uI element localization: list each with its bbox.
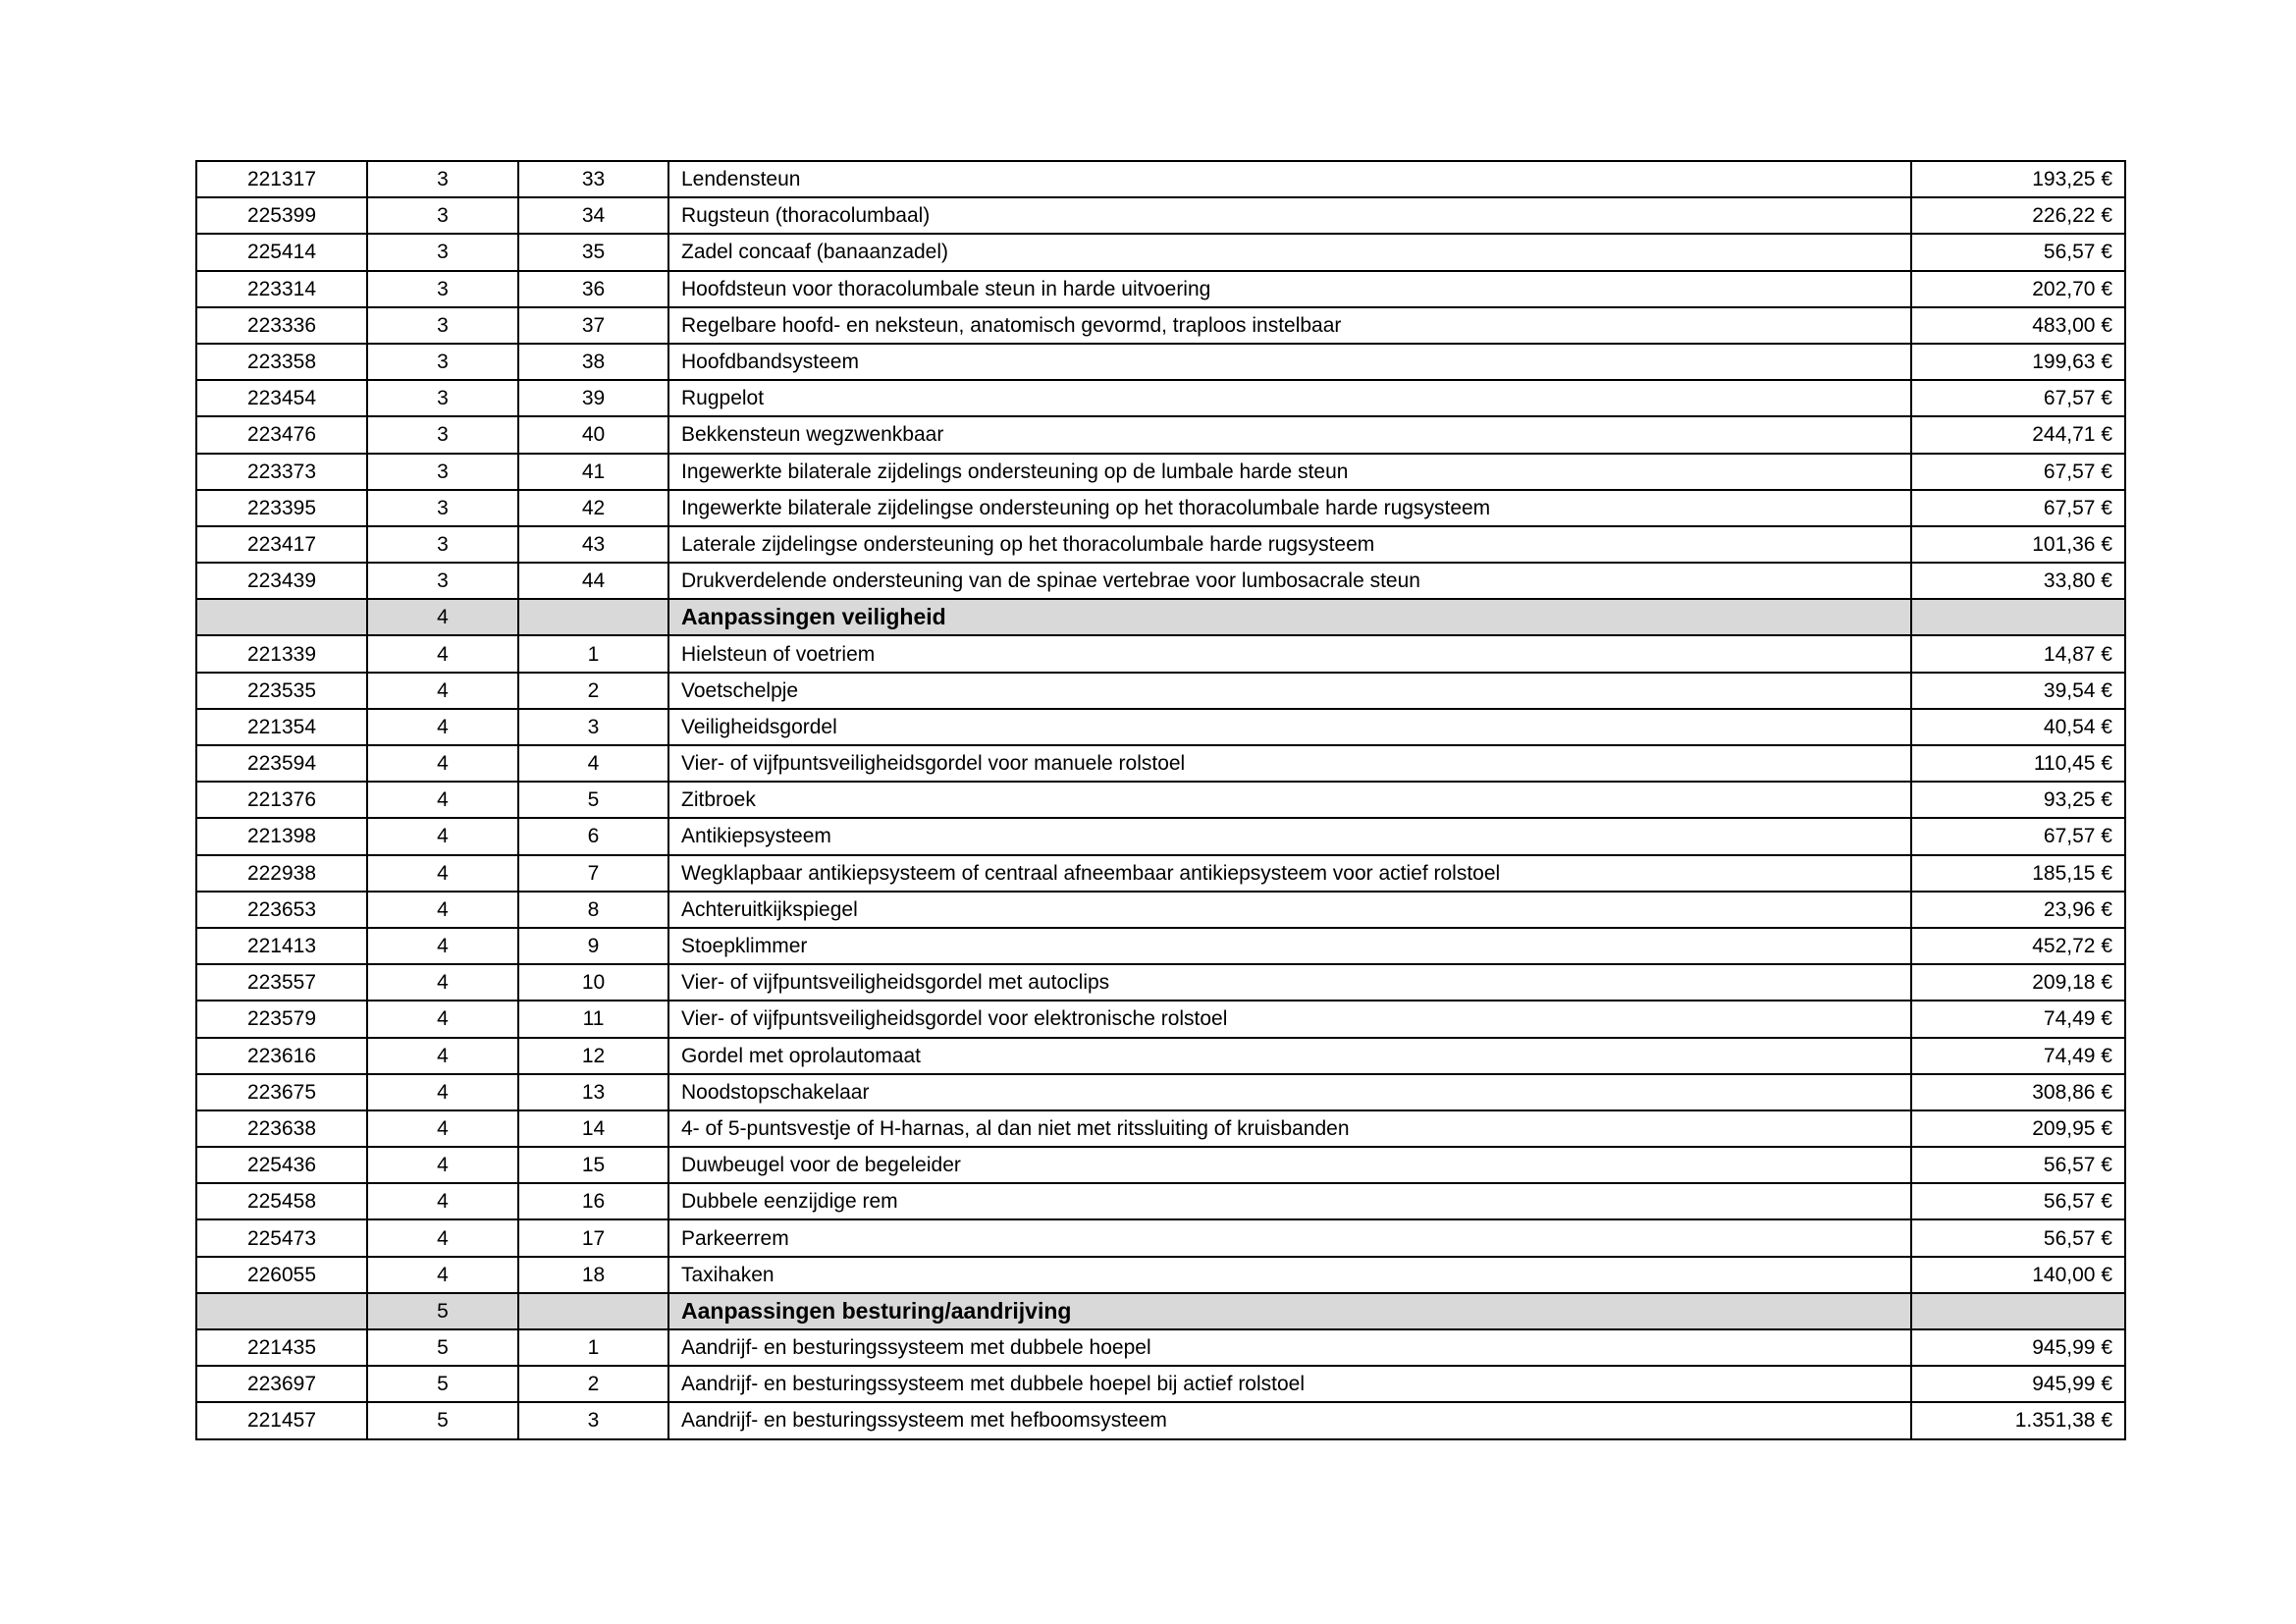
description-cell: Ingewerkte bilaterale zijdelings ondersteuning op de lumbale harde steun bbox=[668, 454, 1911, 490]
price-cell bbox=[1911, 599, 2125, 635]
price-cell: 945,99 € bbox=[1911, 1329, 2125, 1366]
nomenclature-code-cell: 221339 bbox=[196, 635, 367, 672]
item-number-cell: 13 bbox=[518, 1074, 668, 1110]
nomenclature-code-cell: 221376 bbox=[196, 782, 367, 818]
item-number-cell: 39 bbox=[518, 380, 668, 416]
description-cell: Bekkensteun wegzwenkbaar bbox=[668, 416, 1911, 453]
nomenclature-code-cell: 223675 bbox=[196, 1074, 367, 1110]
group-number-cell: 4 bbox=[367, 928, 518, 964]
table-row bbox=[196, 271, 2125, 307]
group-number-cell: 3 bbox=[367, 526, 518, 563]
nomenclature-code-cell bbox=[196, 599, 367, 635]
price-cell: 209,95 € bbox=[1911, 1110, 2125, 1147]
description-cell: Hielsteun of voetriem bbox=[668, 635, 1911, 672]
table-row bbox=[196, 635, 2125, 672]
group-number-cell: 3 bbox=[367, 271, 518, 307]
description-cell: Lendensteun bbox=[668, 161, 1911, 197]
nomenclature-code-cell: 223579 bbox=[196, 1001, 367, 1037]
table-row bbox=[196, 526, 2125, 563]
nomenclature-code-cell: 225414 bbox=[196, 234, 367, 270]
nomenclature-code-cell: 223454 bbox=[196, 380, 367, 416]
table-row bbox=[196, 1402, 2125, 1438]
description-cell: Laterale zijdelingse ondersteuning op het thoracolumbale harde rugsysteem bbox=[668, 526, 1911, 563]
table-row bbox=[196, 1183, 2125, 1219]
description-cell: Vier- of vijfpuntsveiligheidsgordel voor elektronische rolstoel bbox=[668, 1001, 1911, 1037]
description-cell: Vier- of vijfpuntsveiligheidsgordel voor manuele rolstoel bbox=[668, 745, 1911, 782]
table-row bbox=[196, 855, 2125, 892]
group-number-cell: 4 bbox=[367, 673, 518, 709]
item-number-cell: 40 bbox=[518, 416, 668, 453]
table-row bbox=[196, 1001, 2125, 1037]
table-row bbox=[196, 563, 2125, 599]
item-number-cell: 2 bbox=[518, 1366, 668, 1402]
item-number-cell: 34 bbox=[518, 197, 668, 234]
description-cell: Voetschelpje bbox=[668, 673, 1911, 709]
nomenclature-code-cell: 223616 bbox=[196, 1038, 367, 1074]
group-number-cell: 4 bbox=[367, 964, 518, 1001]
price-cell: 308,86 € bbox=[1911, 1074, 2125, 1110]
nomenclature-code-cell: 221354 bbox=[196, 709, 367, 745]
nomenclature-code-cell: 225436 bbox=[196, 1147, 367, 1183]
group-number-cell: 4 bbox=[367, 1183, 518, 1219]
description-cell: Achteruitkijkspiegel bbox=[668, 892, 1911, 928]
price-cell: 67,57 € bbox=[1911, 380, 2125, 416]
nomenclature-code-cell: 223336 bbox=[196, 307, 367, 344]
group-number-cell: 3 bbox=[367, 416, 518, 453]
item-number-cell: 36 bbox=[518, 271, 668, 307]
item-number-cell: 1 bbox=[518, 1329, 668, 1366]
description-cell: Aandrijf- en besturingssysteem met hefboomsysteem bbox=[668, 1402, 1911, 1438]
item-number-cell: 1 bbox=[518, 635, 668, 672]
price-cell: 56,57 € bbox=[1911, 234, 2125, 270]
nomenclature-code-cell bbox=[196, 1293, 367, 1329]
item-number-cell bbox=[518, 1293, 668, 1329]
nomenclature-code-cell: 225473 bbox=[196, 1219, 367, 1256]
item-number-cell: 14 bbox=[518, 1110, 668, 1147]
item-number-cell: 3 bbox=[518, 1402, 668, 1438]
price-cell: 483,00 € bbox=[1911, 307, 2125, 344]
section-title: Aanpassingen besturing/aandrijving bbox=[668, 1293, 1911, 1329]
group-number-cell: 3 bbox=[367, 490, 518, 526]
table-row bbox=[196, 1257, 2125, 1293]
description-cell: Taxihaken bbox=[668, 1257, 1911, 1293]
price-cell: 199,63 € bbox=[1911, 344, 2125, 380]
item-number-cell: 35 bbox=[518, 234, 668, 270]
description-cell: Noodstopschakelaar bbox=[668, 1074, 1911, 1110]
group-number-cell: 4 bbox=[367, 818, 518, 854]
table-row bbox=[196, 197, 2125, 234]
nomenclature-code-cell: 223557 bbox=[196, 964, 367, 1001]
nomenclature-code-cell: 223653 bbox=[196, 892, 367, 928]
item-number-cell bbox=[518, 599, 668, 635]
table-row bbox=[196, 1110, 2125, 1147]
group-number-cell: 4 bbox=[367, 599, 518, 635]
item-number-cell: 37 bbox=[518, 307, 668, 344]
group-number-cell: 5 bbox=[367, 1366, 518, 1402]
nomenclature-code-cell: 222938 bbox=[196, 855, 367, 892]
item-number-cell: 3 bbox=[518, 709, 668, 745]
table-row bbox=[196, 1038, 2125, 1074]
group-number-cell: 5 bbox=[367, 1402, 518, 1438]
group-number-cell: 4 bbox=[367, 855, 518, 892]
group-number-cell: 4 bbox=[367, 1110, 518, 1147]
item-number-cell: 11 bbox=[518, 1001, 668, 1037]
table-row bbox=[196, 964, 2125, 1001]
group-number-cell: 4 bbox=[367, 1001, 518, 1037]
nomenclature-code-cell: 225458 bbox=[196, 1183, 367, 1219]
item-number-cell: 42 bbox=[518, 490, 668, 526]
nomenclature-code-cell: 223535 bbox=[196, 673, 367, 709]
group-number-cell: 3 bbox=[367, 344, 518, 380]
price-cell: 67,57 € bbox=[1911, 490, 2125, 526]
item-number-cell: 12 bbox=[518, 1038, 668, 1074]
price-table-body bbox=[196, 161, 2125, 1439]
group-number-cell: 3 bbox=[367, 380, 518, 416]
price-cell: 56,57 € bbox=[1911, 1147, 2125, 1183]
group-number-cell: 5 bbox=[367, 1293, 518, 1329]
table-row bbox=[196, 234, 2125, 270]
description-cell: Zitbroek bbox=[668, 782, 1911, 818]
description-cell: Stoepklimmer bbox=[668, 928, 1911, 964]
group-number-cell: 3 bbox=[367, 197, 518, 234]
table-row bbox=[196, 344, 2125, 380]
description-cell: Vier- of vijfpuntsveiligheidsgordel met autoclips bbox=[668, 964, 1911, 1001]
table-row bbox=[196, 1074, 2125, 1110]
price-cell: 93,25 € bbox=[1911, 782, 2125, 818]
nomenclature-code-cell: 221398 bbox=[196, 818, 367, 854]
section-header-row bbox=[196, 599, 2125, 635]
price-cell: 1.351,38 € bbox=[1911, 1402, 2125, 1438]
price-cell: 14,87 € bbox=[1911, 635, 2125, 672]
group-number-cell: 4 bbox=[367, 745, 518, 782]
nomenclature-code-cell: 223697 bbox=[196, 1366, 367, 1402]
description-cell: Hoofdbandsysteem bbox=[668, 344, 1911, 380]
group-number-cell: 3 bbox=[367, 161, 518, 197]
price-cell: 101,36 € bbox=[1911, 526, 2125, 563]
description-cell: Gordel met oprolautomaat bbox=[668, 1038, 1911, 1074]
group-number-cell: 3 bbox=[367, 454, 518, 490]
nomenclature-code-cell: 223314 bbox=[196, 271, 367, 307]
table-row bbox=[196, 416, 2125, 453]
price-cell: 23,96 € bbox=[1911, 892, 2125, 928]
item-number-cell: 8 bbox=[518, 892, 668, 928]
description-cell: Drukverdelende ondersteuning van de spinae vertebrae voor lumbosacrale steun bbox=[668, 563, 1911, 599]
nomenclature-code-cell: 226055 bbox=[196, 1257, 367, 1293]
table-row bbox=[196, 745, 2125, 782]
nomenclature-code-cell: 223358 bbox=[196, 344, 367, 380]
nomenclature-code-cell: 223417 bbox=[196, 526, 367, 563]
description-cell: Rugsteun (thoracolumbaal) bbox=[668, 197, 1911, 234]
group-number-cell: 4 bbox=[367, 635, 518, 672]
nomenclature-code-cell: 223373 bbox=[196, 454, 367, 490]
item-number-cell: 7 bbox=[518, 855, 668, 892]
item-number-cell: 44 bbox=[518, 563, 668, 599]
price-cell: 39,54 € bbox=[1911, 673, 2125, 709]
price-cell: 33,80 € bbox=[1911, 563, 2125, 599]
item-number-cell: 41 bbox=[518, 454, 668, 490]
description-cell: Regelbare hoofd- en neksteun, anatomisch gevormd, traploos instelbaar bbox=[668, 307, 1911, 344]
table-row bbox=[196, 1329, 2125, 1366]
table-row bbox=[196, 673, 2125, 709]
description-cell: Aandrijf- en besturingssysteem met dubbele hoepel bbox=[668, 1329, 1911, 1366]
group-number-cell: 4 bbox=[367, 892, 518, 928]
description-cell: Duwbeugel voor de begeleider bbox=[668, 1147, 1911, 1183]
group-number-cell: 4 bbox=[367, 1074, 518, 1110]
price-cell: 74,49 € bbox=[1911, 1038, 2125, 1074]
description-cell: 4- of 5-puntsvestje of H-harnas, al dan niet met ritssluiting of kruisbanden bbox=[668, 1110, 1911, 1147]
group-number-cell: 4 bbox=[367, 709, 518, 745]
price-cell: 945,99 € bbox=[1911, 1366, 2125, 1402]
price-cell: 140,00 € bbox=[1911, 1257, 2125, 1293]
item-number-cell: 9 bbox=[518, 928, 668, 964]
nomenclature-code-cell: 225399 bbox=[196, 197, 367, 234]
nomenclature-code-cell: 223594 bbox=[196, 745, 367, 782]
price-cell: 67,57 € bbox=[1911, 818, 2125, 854]
table-row bbox=[196, 818, 2125, 854]
item-number-cell: 15 bbox=[518, 1147, 668, 1183]
group-number-cell: 3 bbox=[367, 307, 518, 344]
item-number-cell: 5 bbox=[518, 782, 668, 818]
item-number-cell: 33 bbox=[518, 161, 668, 197]
price-cell: 209,18 € bbox=[1911, 964, 2125, 1001]
price-cell: 67,57 € bbox=[1911, 454, 2125, 490]
description-cell: Zadel concaaf (banaanzadel) bbox=[668, 234, 1911, 270]
item-number-cell: 17 bbox=[518, 1219, 668, 1256]
table-row bbox=[196, 1219, 2125, 1256]
section-header-row bbox=[196, 1293, 2125, 1329]
price-cell bbox=[1911, 1293, 2125, 1329]
item-number-cell: 43 bbox=[518, 526, 668, 563]
table-row bbox=[196, 1147, 2125, 1183]
nomenclature-code-cell: 221317 bbox=[196, 161, 367, 197]
table-row bbox=[196, 380, 2125, 416]
price-cell: 202,70 € bbox=[1911, 271, 2125, 307]
table-row bbox=[196, 928, 2125, 964]
nomenclature-code-cell: 221457 bbox=[196, 1402, 367, 1438]
table-row bbox=[196, 161, 2125, 197]
nomenclature-code-cell: 221413 bbox=[196, 928, 367, 964]
description-cell: Wegklapbaar antikiepsysteem of centraal afneembaar antikiepsysteem voor actief rolstoel bbox=[668, 855, 1911, 892]
description-cell: Dubbele eenzijdige rem bbox=[668, 1183, 1911, 1219]
description-cell: Rugpelot bbox=[668, 380, 1911, 416]
price-cell: 244,71 € bbox=[1911, 416, 2125, 453]
nomenclature-code-cell: 223439 bbox=[196, 563, 367, 599]
table-row bbox=[196, 1366, 2125, 1402]
item-number-cell: 4 bbox=[518, 745, 668, 782]
group-number-cell: 4 bbox=[367, 1147, 518, 1183]
price-cell: 193,25 € bbox=[1911, 161, 2125, 197]
description-cell: Parkeerrem bbox=[668, 1219, 1911, 1256]
description-cell: Hoofdsteun voor thoracolumbale steun in harde uitvoering bbox=[668, 271, 1911, 307]
price-table bbox=[195, 160, 2126, 1440]
price-cell: 56,57 € bbox=[1911, 1183, 2125, 1219]
group-number-cell: 4 bbox=[367, 1219, 518, 1256]
group-number-cell: 5 bbox=[367, 1329, 518, 1366]
item-number-cell: 6 bbox=[518, 818, 668, 854]
description-cell: Antikiepsysteem bbox=[668, 818, 1911, 854]
nomenclature-code-cell: 223395 bbox=[196, 490, 367, 526]
price-cell: 40,54 € bbox=[1911, 709, 2125, 745]
group-number-cell: 3 bbox=[367, 234, 518, 270]
price-cell: 110,45 € bbox=[1911, 745, 2125, 782]
table-row bbox=[196, 782, 2125, 818]
group-number-cell: 4 bbox=[367, 782, 518, 818]
nomenclature-code-cell: 221435 bbox=[196, 1329, 367, 1366]
section-title: Aanpassingen veiligheid bbox=[668, 599, 1911, 635]
table-row bbox=[196, 892, 2125, 928]
table-row bbox=[196, 709, 2125, 745]
item-number-cell: 18 bbox=[518, 1257, 668, 1293]
table-row bbox=[196, 454, 2125, 490]
description-cell: Veiligheidsgordel bbox=[668, 709, 1911, 745]
group-number-cell: 4 bbox=[367, 1257, 518, 1293]
price-cell: 56,57 € bbox=[1911, 1219, 2125, 1256]
price-cell: 185,15 € bbox=[1911, 855, 2125, 892]
price-cell: 226,22 € bbox=[1911, 197, 2125, 234]
item-number-cell: 16 bbox=[518, 1183, 668, 1219]
group-number-cell: 3 bbox=[367, 563, 518, 599]
table-row bbox=[196, 490, 2125, 526]
description-cell: Aandrijf- en besturingssysteem met dubbele hoepel bij actief rolstoel bbox=[668, 1366, 1911, 1402]
item-number-cell: 2 bbox=[518, 673, 668, 709]
item-number-cell: 38 bbox=[518, 344, 668, 380]
table-row bbox=[196, 307, 2125, 344]
item-number-cell: 10 bbox=[518, 964, 668, 1001]
nomenclature-code-cell: 223638 bbox=[196, 1110, 367, 1147]
group-number-cell: 4 bbox=[367, 1038, 518, 1074]
price-cell: 74,49 € bbox=[1911, 1001, 2125, 1037]
nomenclature-code-cell: 223476 bbox=[196, 416, 367, 453]
price-cell: 452,72 € bbox=[1911, 928, 2125, 964]
description-cell: Ingewerkte bilaterale zijdelingse ondersteuning op het thoracolumbale harde rugsysteem bbox=[668, 490, 1911, 526]
